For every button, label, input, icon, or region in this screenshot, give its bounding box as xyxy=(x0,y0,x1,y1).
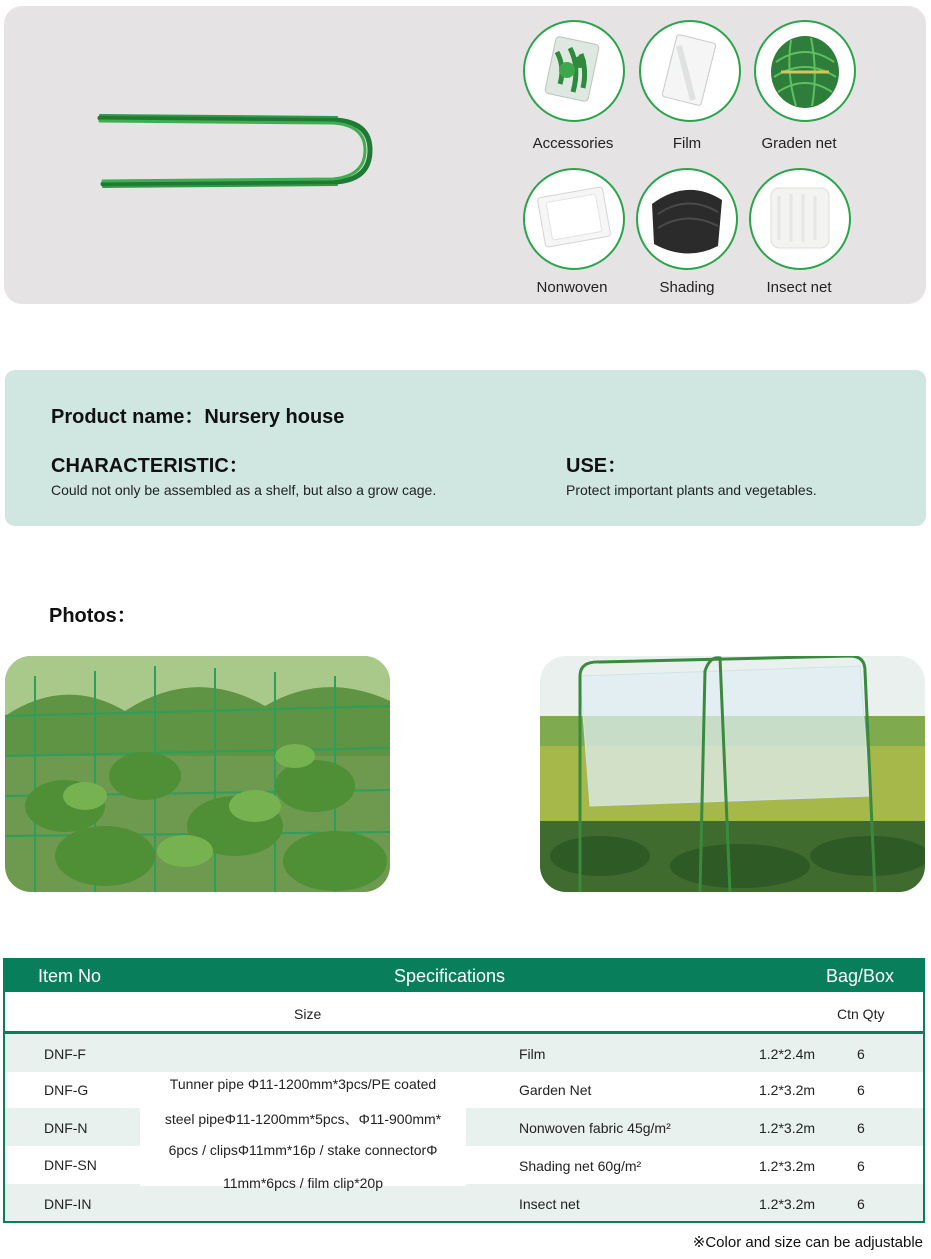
accessories-pack-icon xyxy=(523,20,625,122)
dimension-cell: 1.2*3.2m xyxy=(759,1158,816,1174)
item-no-cell: DNF-N xyxy=(44,1120,88,1136)
material-cell: Film xyxy=(519,1046,546,1062)
characteristic-heading: CHARACTERISTIC： xyxy=(51,455,249,477)
material-cell: Shading net 60g/m² xyxy=(519,1158,642,1174)
size-line: 11mm*6pcs / film clip*20p xyxy=(222,1175,384,1191)
accessory-label: Accessories xyxy=(532,135,614,152)
item-no-cell: DNF-IN xyxy=(44,1196,92,1212)
item-no-cell: DNF-SN xyxy=(44,1157,97,1173)
size-line: steel pipeΦ11-1200mm*5pcs、Φ11-900mm* xyxy=(164,1111,442,1127)
dimension-cell: 1.2*2.4m xyxy=(759,1046,816,1062)
adjustable-footnote: ※Color and size can be adjustable xyxy=(692,1234,923,1251)
header-item-no: Item No xyxy=(38,966,102,986)
header-bag-box: Bag/Box xyxy=(826,966,895,986)
accessory-label: Graden net xyxy=(761,135,837,152)
product-name: Product name：Nursery house xyxy=(51,406,345,428)
material-cell: Nonwoven fabric 45g/m² xyxy=(519,1120,671,1136)
qty-cell: 6 xyxy=(857,1196,865,1212)
accessory-label: Insect net xyxy=(766,279,832,296)
product-info-panel xyxy=(5,370,926,526)
item-no-cell: DNF-G xyxy=(44,1082,89,1098)
qty-cell: 6 xyxy=(857,1082,865,1098)
qty-cell: 6 xyxy=(857,1046,865,1062)
accessory-label: Nonwoven xyxy=(536,279,608,296)
photos-heading: Photos： xyxy=(49,605,137,627)
film-roll-icon xyxy=(639,20,741,122)
u-shaped-tunnel-pipe-image xyxy=(95,110,385,195)
shading-net-icon xyxy=(636,168,738,270)
dimension-cell: 1.2*3.2m xyxy=(759,1120,816,1136)
use-heading: USE： xyxy=(566,455,628,477)
subheader-ctn-qty: Ctn Qty xyxy=(837,1006,885,1022)
garden-net-icon xyxy=(754,20,856,122)
insect-net-icon xyxy=(749,168,851,270)
accessory-label: Shading xyxy=(659,279,715,296)
size-line: 6pcs / clipsΦ11mm*16p / stake connectorΦ xyxy=(168,1142,438,1158)
use-text: Protect important plants and vegetables. xyxy=(566,482,817,498)
tunnel-greenhouse-photo xyxy=(540,656,925,892)
material-cell: Garden Net xyxy=(519,1082,592,1098)
header-specifications: Specifications xyxy=(394,966,506,986)
subheader-size: Size xyxy=(294,1006,322,1022)
nonwoven-fabric-icon xyxy=(523,168,625,270)
characteristic-text: Could not only be assembled as a shelf, but also a grow cage. xyxy=(51,482,437,498)
item-no-cell: DNF-F xyxy=(44,1046,86,1062)
material-cell: Insect net xyxy=(519,1196,580,1212)
qty-cell: 6 xyxy=(857,1158,865,1174)
accessory-label: Film xyxy=(672,135,702,152)
dimension-cell: 1.2*3.2m xyxy=(759,1082,816,1098)
size-line: Tunner pipe Φ11-1200mm*3pcs/PE coated xyxy=(169,1076,437,1092)
cucumber-trellis-photo xyxy=(5,656,390,892)
dimension-cell: 1.2*3.2m xyxy=(759,1196,816,1212)
qty-cell: 6 xyxy=(857,1120,865,1136)
